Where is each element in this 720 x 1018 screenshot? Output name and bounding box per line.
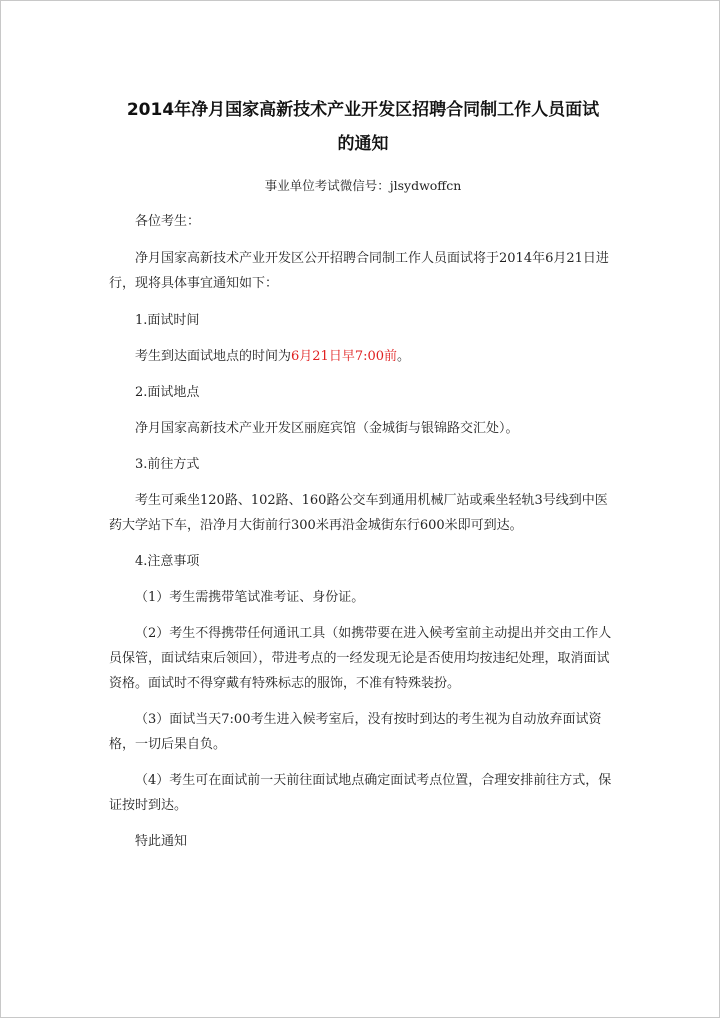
section-4-heading: 4.注意事项	[135, 554, 200, 569]
section-2-heading: 2.面试地点	[135, 385, 200, 400]
page-title	[109, 93, 617, 161]
arrival-time-suffix: 。	[397, 349, 411, 364]
title-line-2: 的通知	[337, 134, 389, 154]
notice-item-4: （4）考生可在面试前一天前往面试地点确定面试考点位置，合理安排前往方式，保证按时到达。	[109, 773, 612, 813]
notice-body	[109, 93, 617, 854]
notice-item-1: （1）考生需携带笔试准考证、身份证。	[135, 590, 365, 605]
intro-paragraph: 净月国家高新技术产业开发区公开招聘合同制工作人员面试将于2014年6月21日进行，现将具体事宜通知如下：	[109, 251, 609, 291]
arrival-time-highlight: 6月21日早7:00前	[291, 349, 398, 364]
wechat-subtitle: 事业单位考试微信号：jlsydwoffcn	[264, 178, 462, 193]
section-3-heading: 3.前往方式	[135, 457, 200, 472]
arrival-time-prefix: 考生到达面试地点的时间为	[135, 349, 292, 364]
notice-item-2: （2）考生不得携带任何通讯工具（如携带要在进入候考室前主动提出并交由工作人员保管，面试结束后领回），带进考点的一经发现无论是否使用均按违纪处理，取消面试资格。面试时不得穿戴有特殊标志的服饰，不准有特殊装扮。	[109, 626, 612, 691]
section-3-text: 考生可乘坐120路、102路、160路公交车到通用机械厂站或乘坐轻轨3号线到中医药大学站下车，沿净月大街前行300米再沿金城街东行600米即可到达。	[109, 493, 608, 533]
section-1-heading: 1.面试时间	[135, 313, 200, 328]
title-line-1: 2014年净月国家高新技术产业开发区招聘合同制工作人员面试	[126, 100, 600, 120]
notice-item-3: （3）面试当天7:00考生进入候考室后，没有按时到达的考生视为自动放弃面试资格，一切后果自负。	[109, 712, 602, 752]
section-2-text: 净月国家高新技术产业开发区丽庭宾馆（金城街与银锦路交汇处）。	[135, 421, 519, 436]
closing-line: 特此通知	[135, 834, 188, 849]
section-1-text	[109, 344, 617, 369]
salutation: 各位考生：	[135, 214, 201, 229]
